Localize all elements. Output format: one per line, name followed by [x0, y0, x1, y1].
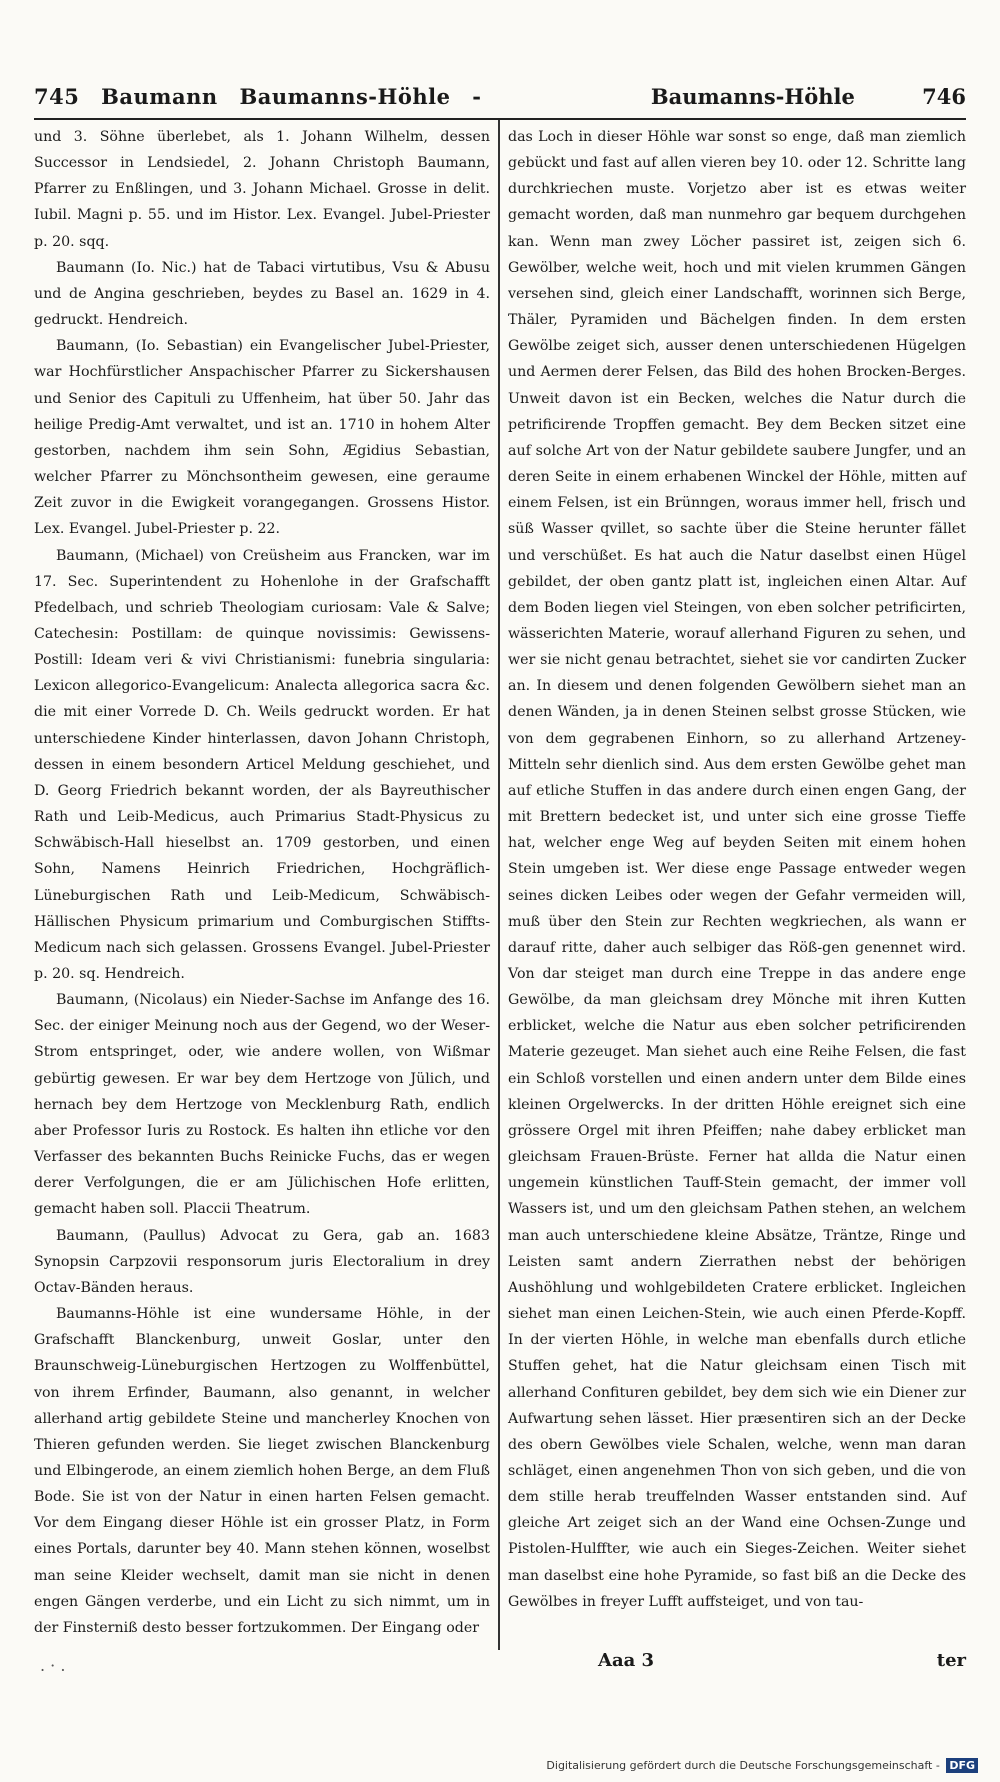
- left-running-title-1: Baumann: [101, 84, 218, 109]
- paragraph: Baumann, (Michael) von Creüsheim aus Francken, war im 17. Sec. Superintendent zu Hohenlohe in der Grafschafft Pfedelbach, und schrieb Theologiam curiosam: Vale & Salve; Catechesin: Postillam: de quinque novissimis: Gewissens-Postill: Ideam veri & vivi Christianismi: funebria singularia: Lexicon allegorico-Evangelicum: Analecta allegorica sacra &c. die mit einer Vorrede D. Ch. Weils gedruckt worden. Er hat unterschiedene Kinder hinterlassen, davon Johann Christoph, dessen in einem besondern Articel Meldung geschiehet, und D. Georg Friedrich bekannt worden, der als Bayreuthischer Rath und Leib-Medicus, auch Primarius Stadt-Physicus zu Schwäbisch-Hall hieselbst an. 1709 gestorben, und einen Sohn, Namens Heinrich Friedrichen, Hochgräflich-Lüneburgischen Rath und Leib-Medicum, Schwäbisch-Hällischen Physicum primarium und Comburgischen Stiffts-Medicum nach sich gelassen. Grossens Evangel. Jubel-Priester p. 20. sq. Hendreich.: [34, 547, 490, 982]
- left-running-dash: -: [472, 84, 482, 109]
- signature-mark: Aaa 3: [598, 1650, 655, 1671]
- page-footer: [508, 1650, 966, 1680]
- paragraph: und 3. Söhne überlebet, als 1. Johann Wilhelm, dessen Successor in Lendsiedel, 2. Johann Christoph Baumann, Pfarrer zu Enßlingen, und 3. Johann Michael. Grosse in delit. Iubil. Magni p. 55. und im Histor. Lex. Evangel. Jubel-Priester p. 20. sqq.: [34, 129, 490, 250]
- dfg-logo-icon: DFG: [946, 1758, 978, 1773]
- catchword: ter: [936, 1650, 966, 1671]
- paragraph: Baumann, (Io. Sebastian) ein Evangelischer Jubel-Priester, war Hochfürstlicher Anspachischer Pfarrer zu Sickershausen und Senior des Capituli zu Uffenheim, hat über 50. Jahr das heilige Predig-Amt verwaltet, und ist an. 1710 in hohem Alter gestorben, nachdem ihm sein Sohn, Ægidius Sebastian, welcher Pfarrer zu Mönchsontheim gewesen, eine geraume Zeit zuvor in die Ewigkeit vorangegangen. Grossens Histor. Lex. Evangel. Jubel-Priester p. 22.: [34, 338, 490, 538]
- margin-marks: . · .: [40, 1656, 66, 1675]
- header-rule: [34, 118, 966, 120]
- paragraph: Baumann, (Nicolaus) ein Nieder-Sachse im Anfange des 16. Sec. der einiger Meinung noch aus der Gegend, wo der Weser-Strom entspringet, oder, wie andere wollen, von Wißmar gebürtig gewesen. Er war bey dem Hertzoge von Jülich, und hernach bey dem Hertzoge von Mecklenburg Rath, endlich aber Professor Iuris zu Rostock. Es halten ihn etliche vor den Verfasser des bekannten Buchs Reinicke Fuchs, das er wegen derer Verfolgungen, die er am Jülichischen Hofe erlitten, gemacht haben soll. Placcii Theatrum.: [34, 992, 490, 1218]
- paragraph: Baumann, (Paullus) Advocat zu Gera, gab an. 1683 Synopsin Carpzovii responsorum juris Electoralium in drey Octav-Bänden heraus.: [34, 1227, 490, 1296]
- column-divider: [498, 120, 500, 1650]
- header-right: [591, 84, 966, 109]
- left-running-title-2: Baumanns-Höhle: [239, 84, 451, 109]
- header-left: [34, 84, 495, 109]
- paragraph: das Loch in dieser Höhle war sonst so enge, daß man ziemlich gebückt und fast auf allen vieren bey 10. oder 12. Schritte lang durchkriechen muste. Vorjetzo aber ist es etwas weiter gemacht worden, daß man nunmehro gar bequem durchgehen kan. Wenn man zwey Löcher passiret ist, zeigen sich 6. Gewölber, welche weit, hoch und mit vielen krummen Gängen versehen sind, gleich einer Landschafft, worinnen sich Berge, Thäler, Pyramiden und Bächelgen finden. In dem ersten Gewölbe zeiget sich, ausser denen unterschiedenen Hügelgen und Aermen derer Felsen, das Bild des hohen Brocken-Berges. Unweit davon ist ein Becken, welches die Natur durch die petrificirende Tropffen gemacht. Bey dem Becken sitzet eine auf solche Art von der Natur gebildete saubere Jungfer, und an deren Seite in einem erhabenen Winckel der Höhle, mitten auf einem Felsen, ist ein Brünngen, woraus immer hell, frisch und süß Wasser qvillet, so sachte über die Steine herunter fället und verschüßet. Es hat auch die Natur daselbst einen Hügel gebildet, der oben gantz platt ist, ingleichen einen Altar. Auf dem Boden liegen viel Steingen, von eben solcher petrificirten, wässerichten Materie, worauf allerhand Figuren zu sehen, und wer sie nicht genau betrachtet, siehet sie vor candirten Zucker an. In diesem und denen folgenden Gewölbern siehet man an denen Wänden, ja in denen Steinen selbst grosse Stücken, wie von dem gegrabenen Einhorn, so zu allerhand Artzeney-Mitteln sehr dienlich sind. Aus dem ersten Gewölbe gehet man auf etliche Stuffen in das andere durch einen engen Gang, der mit Brettern bedecket ist, und unter sich eine grosse Tieffe hat, welcher enge Weg auf beyden Seiten mit einem hohen Stein umgeben ist. Wer diese enge Passage entweder wegen seines dicken Leibes oder wegen der Gefahr vermeiden will, muß über den Stein zur Rechten wegkriechen, als wann er darauf ritte, daher auch selbiger das Röß-gen genennet wird. Von dar steiget man durch eine Treppe in das andere enge Gewölbe, da man gleichsam drey Mönche mit ihren Kutten erblicket, welche die Natur aus eben solcher petrificirenden Materie gezeuget. Man siehet auch eine Reihe Felsen, die fast ein Schloß vorstellen und einen andern unter dem Bilde eines kleinen Orgelwercks. In der dritten Höhle ereignet sich eine grössere Orgel mit ihren Pfeiffen; nahe dabey erblicket man gleichsam Frauen-Brüste. Ferner hat allda die Natur einen ungemein künstlichen Tauff-Stein gemacht, der immer voll Wassers ist, und um den gleichsam Pathen stehen, an welchem man auch unterschiedene kleine Absätze, Träntze, Ringe und Leisten samt andern Zierrathen nebst der behörigen Aushöhlung und wohlgebildeten Cratere erblicket. Ingleichen siehet man einen Leichen-Stein, wie auch einen Pferde-Kopff. In der vierten Höhle, in welche man ebenfalls durch etliche Stuffen gehet, hat die Natur gleichsam einen Tisch mit allerhand Confituren gebildet, bey dem sich wie ein Diener zur Aufwartung sehen lässet. Hier præsentiren sich an der Decke des obern Gewölbes viele Schalen, welche, wenn man daran schläget, einen angenehmen Thon von sich geben, und die von dem stille herab treuffelnden Wasser entstanden sind. Auf gleiche Art zeiget sich an der Wand eine Ochsen-Zunge und Pistolen-Hulffter, wie auch ein Sieges-Zeichen. Weiter siehet man daselbst eine hohe Pyramide, so fast biß an die Decke des Gewölbes in freyer Lufft auffsteiget, und von tau-: [508, 129, 966, 1610]
- left-page-number: 745: [34, 84, 80, 109]
- right-column: [508, 124, 966, 1615]
- page-header: [34, 84, 966, 118]
- right-running-title: Baumanns-Höhle: [650, 84, 855, 109]
- paragraph: Baumann (Io. Nic.) hat de Tabaci virtutibus, Vsu & Abusu und de Angina geschrieben, beydes zu Basel an. 1629 in 4. gedruckt. Hendreich.: [34, 259, 490, 329]
- right-page-number: 746: [922, 84, 966, 109]
- paragraph: Baumanns-Höhle ist eine wundersame Höhle, in der Grafschafft Blanckenburg, unweit Goslar, unter den Braunschweig-Lüneburgischen Hertzogen zu Wolffenbüttel, von ihrem Erfinder, Baumann, also genannt, in welcher allerhand artig gebildete Steine und mancherley Knochen von Thieren gefunden werden. Sie lieget zwischen Blanckenburg und Elbingerode, an einem ziemlich hohen Berge, an dem Fluß Bode. Sie ist von der Natur in einen harten Felsen gemacht. Vor dem Eingang dieser Höhle ist ein grosser Platz, in Form eines Portals, darunter bey 40. Mann stehen können, woselbst man seine Kleider wechselt, damit man sie nicht in denen engen Gängen verderbe, und ein Licht zu sich nimmt, um in der Finsterniß desto besser fortzukommen. Der Eingang oder: [34, 1306, 490, 1636]
- digitization-credit: [0, 1759, 1000, 1772]
- credit-text: Digitalisierung gefördert durch die Deutsche Forschungsgemeinschaft -: [546, 1759, 940, 1772]
- left-column: [34, 124, 490, 1641]
